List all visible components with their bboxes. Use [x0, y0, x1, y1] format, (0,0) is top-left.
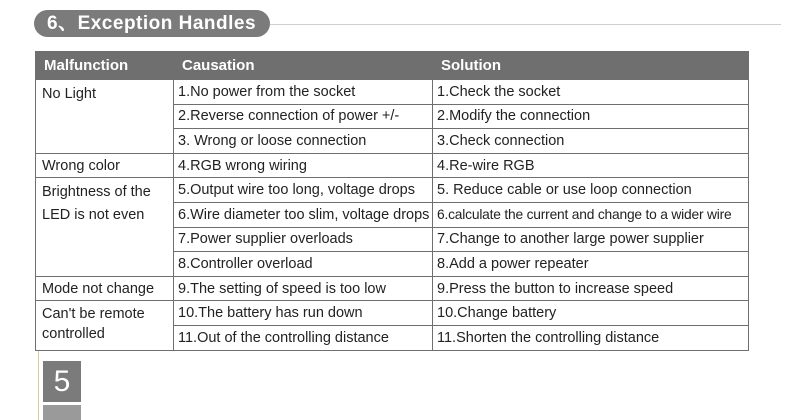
causation-cell: 7.Power supplier overloads	[174, 227, 433, 252]
page-number: 5	[43, 361, 81, 402]
malfunction-cell: No Light	[36, 80, 174, 154]
margin-rule	[38, 351, 39, 420]
table-row	[36, 80, 749, 105]
solution-cell: 10.Change battery	[433, 301, 749, 326]
solution-cell: 8.Add a power repeater	[433, 252, 749, 277]
solution-cell: 2.Modify the connection	[433, 104, 749, 129]
malfunction-cell: Mode not change	[36, 276, 174, 301]
causation-cell: 5.Output wire too long, voltage drops	[174, 178, 433, 203]
solution-cell: 11.Shorten the controlling distance	[433, 325, 749, 350]
solution-cell: 6.calculate the current and change to a wider wire	[433, 202, 749, 227]
causation-cell: 1.No power from the socket	[174, 80, 433, 105]
causation-cell: 8.Controller overload	[174, 252, 433, 277]
exception-table	[35, 51, 749, 351]
solution-cell: 5. Reduce cable or use loop connection	[433, 178, 749, 203]
header-causation: Causation	[174, 52, 433, 80]
malfunction-cell: Wrong color	[36, 153, 174, 178]
malfunction-cell: Brightness of the LED is not even	[36, 178, 174, 276]
table-header-row	[36, 52, 749, 80]
solution-cell: 7.Change to another large power supplier	[433, 227, 749, 252]
solution-cell: 9.Press the button to increase speed	[433, 276, 749, 301]
section-title: 6、Exception Handles	[34, 10, 270, 37]
page-number-stripe	[43, 405, 81, 420]
causation-cell: 3. Wrong or loose connection	[174, 129, 433, 154]
malfunction-cell: Can't be remote controlled	[36, 301, 174, 350]
header-divider	[270, 24, 781, 25]
causation-cell: 11.Out of the controlling distance	[174, 325, 433, 350]
causation-cell: 10.The battery has run down	[174, 301, 433, 326]
solution-cell: 1.Check the socket	[433, 80, 749, 105]
causation-cell: 9.The setting of speed is too low	[174, 276, 433, 301]
solution-cell: 4.Re-wire RGB	[433, 153, 749, 178]
table-row	[36, 276, 749, 301]
header-solution: Solution	[433, 52, 749, 80]
table-row	[36, 301, 749, 326]
table-row	[36, 178, 749, 203]
causation-cell: 6.Wire diameter too slim, voltage drops	[174, 202, 433, 227]
causation-cell: 4.RGB wrong wiring	[174, 153, 433, 178]
solution-cell: 3.Check connection	[433, 129, 749, 154]
table-row	[36, 153, 749, 178]
causation-cell: 2.Reverse connection of power +/-	[174, 104, 433, 129]
header-malfunction: Malfunction	[36, 52, 174, 80]
